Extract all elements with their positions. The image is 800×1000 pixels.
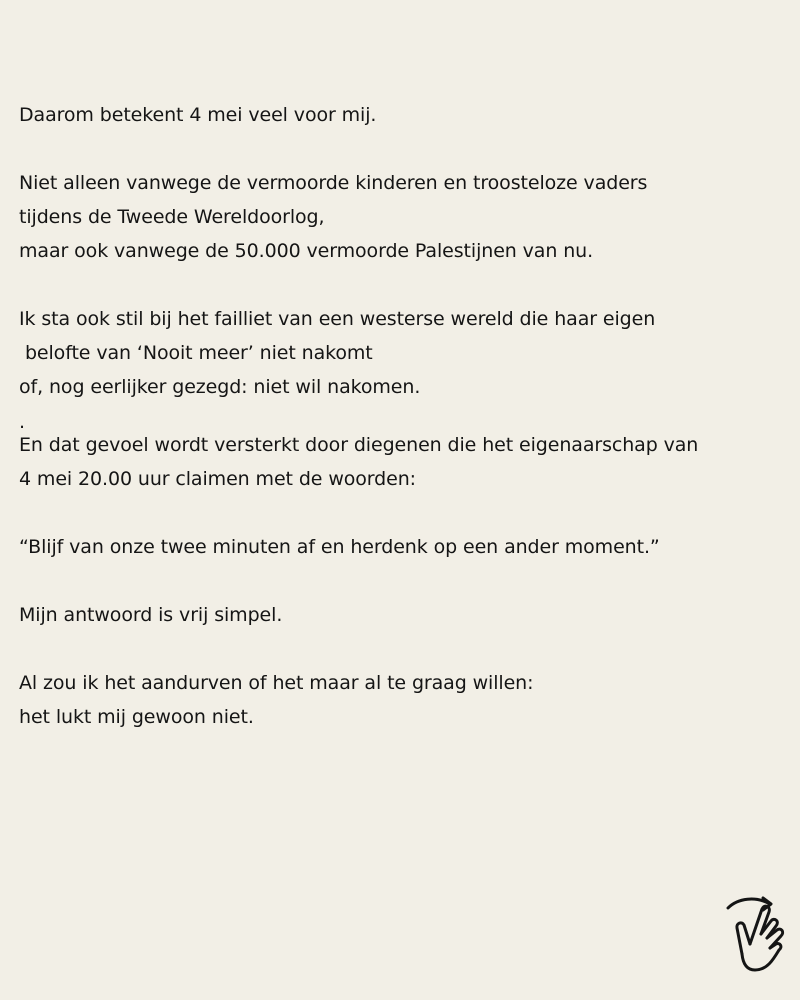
paragraph-3 (19, 302, 789, 404)
paragraph-4 (19, 411, 789, 496)
text-line: Niet alleen vanwege de vermoorde kinderen en troosteloze vaders (19, 172, 648, 194)
text-line: En dat gevoel wordt versterkt door diegenen die het eigenaarschap van (19, 434, 699, 456)
text-line: 4 mei 20.00 uur claimen met de woorden: (19, 468, 416, 490)
text-line: tijdens de Tweede Wereldoorlog, (19, 206, 325, 228)
text-line: Al zou ik het aandurven of het maar al te graag willen: (19, 672, 534, 694)
paragraph-2 (19, 166, 789, 268)
text-line: Ik sta ook stil bij het failliet van een westerse wereld die haar eigen (19, 308, 656, 330)
text-line: belofte van ‘Nooit meer’ niet nakomt (19, 342, 373, 364)
text-line: het lukt mij gewoon niet. (19, 706, 254, 728)
paragraph-7 (19, 666, 789, 734)
text-line: Daarom betekent 4 mei veel voor mij. (19, 104, 377, 126)
text-body (19, 98, 789, 768)
paragraph-6 (19, 598, 789, 632)
paragraph-1 (19, 98, 789, 132)
text-line: maar ook vanwege de 50.000 vermoorde Palestijnen van nu. (19, 240, 594, 262)
text-line: Mijn antwoord is vrij simpel. (19, 604, 283, 626)
paragraph-5 (19, 530, 789, 564)
stray-dot: . (19, 411, 25, 433)
swipe-hand-icon[interactable] (722, 894, 792, 974)
quote-line: “Blijf van onze twee minuten af en herdenk op een ander moment.” (19, 536, 660, 558)
text-line: of, nog eerlijker gezegd: niet wil nakomen. (19, 376, 421, 398)
